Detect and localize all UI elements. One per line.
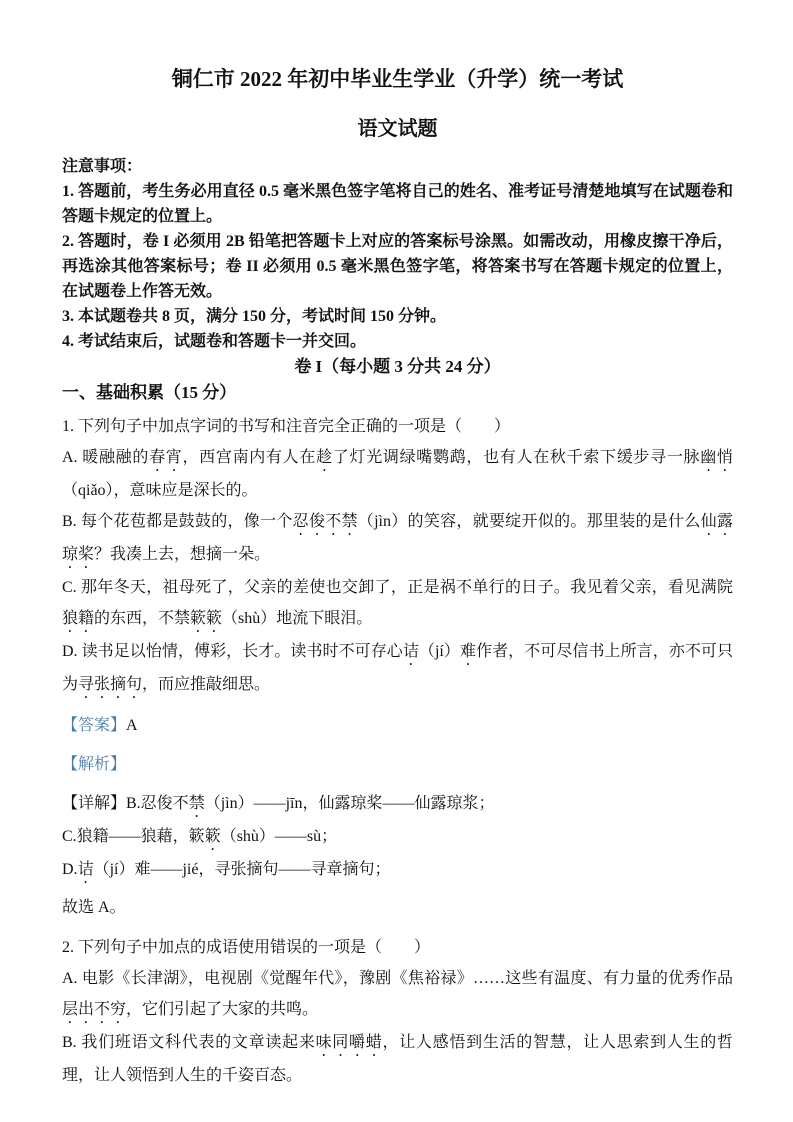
question-1-option-c xyxy=(62,572,733,636)
text-segment: ，它们引起了大家的共鸣。 xyxy=(126,1001,319,1018)
emphasized-text: 仙露琼桨 xyxy=(62,513,733,563)
notice-item-1: 1. 答题前，考生务必用直径 0.5 毫米黑色签字笔将自己的姓名、准考证号清楚地填写在试题卷和答题卡规定的位置上。 xyxy=(62,183,733,225)
answer-label: 【答案】 xyxy=(62,717,127,734)
page-title: 铜仁市 2022 年初中毕业生学业（升学）统一考试 xyxy=(171,67,624,91)
emphasized-text: 忍俊不禁 xyxy=(292,513,358,530)
text-segment: 了灯光调绿嘴鹦鹉，也有人在秋千索下缓步寻一脉 xyxy=(332,449,701,466)
emphasized-text: 难 xyxy=(459,643,477,660)
answer-line xyxy=(62,710,733,741)
notice-section xyxy=(62,154,733,354)
text-segment: （jí）难——jié，寻张摘句——寻章摘句； xyxy=(93,861,391,878)
notice-item-3: 3. 本试题卷共 8 页，满分 150 分，考试时间 150 分钟。 xyxy=(62,308,447,325)
text-segment: ？我凑上去，想摘一朵。 xyxy=(94,546,271,563)
question-2 xyxy=(62,932,733,1091)
emphasized-text: 诘 xyxy=(77,861,94,878)
emphasized-text: 层出不穷 xyxy=(62,1001,127,1018)
analysis-label: 【解析】 xyxy=(62,756,127,773)
volume-heading: 卷 I（每小题 3 分共 24 分） xyxy=(294,357,501,376)
text-segment: 作者，不可尽信书上所言，亦不可只为 xyxy=(62,643,733,693)
analysis-line xyxy=(62,749,733,780)
emphasized-text: 簌簌 xyxy=(190,610,223,627)
text-segment: ，而应推敲细思。 xyxy=(142,676,271,693)
notice-item-4: 4. 考试结束后，试题卷和答题卡一并交回。 xyxy=(62,333,367,350)
question-2-option-a xyxy=(62,963,733,1027)
text-segment: ，让人感悟到生活的智慧，让人思索到人生的哲理，让人领悟到人生的千姿百态。 xyxy=(62,1034,733,1084)
emphasized-text: 寻张摘句 xyxy=(78,676,143,693)
answer-value: A xyxy=(126,717,138,734)
part-heading: 一、基础积累（15 分） xyxy=(62,383,237,402)
emphasized-text: 春宵 xyxy=(149,449,183,466)
text-segment: （jìn）的笑容，就要绽开似的。那里装的是什么 xyxy=(357,513,701,530)
text-segment: （qiǎo），意味应是深长的。 xyxy=(62,482,258,499)
text-segment: （jí） xyxy=(418,643,460,660)
conclusion-line: 故选 A。 xyxy=(62,899,126,916)
question-1-option-d xyxy=(62,636,733,702)
text-segment: C. 那年冬天，祖母死了，父亲的差使也交卸了，正是祸不单行的日子。我见着父亲，看见满院 xyxy=(62,579,733,596)
text-segment: A. 电影《长津湖》，电视剧《觉醒年代》，豫剧《焦裕禄》……这些有温度、有力量的优秀作品 xyxy=(62,970,733,987)
text-segment: （shù）地流下眼泪。 xyxy=(222,610,373,627)
emphasized-text: 禁 xyxy=(188,795,205,812)
text-segment: ，西宫南内有人在 xyxy=(182,449,317,466)
text-segment: B. 我们班语文科代表的文章读起来 xyxy=(62,1034,316,1051)
emphasized-text: 诘 xyxy=(402,643,419,660)
text-segment: （jìn）——jīn，仙露琼桨——仙露琼浆； xyxy=(204,795,495,812)
question-1 xyxy=(62,411,733,923)
question-2-option-b xyxy=(62,1027,733,1091)
question-1-option-b xyxy=(62,506,733,572)
text-segment: C.狼籍——狼藉，簌 xyxy=(62,828,205,845)
notice-heading: 注意事项： xyxy=(62,158,143,175)
text-segment: 的东西，不禁 xyxy=(94,610,191,627)
emphasized-text: 狼籍 xyxy=(62,610,95,627)
text-segment: D. 读书足以怡情，傅彩，长才。读书时不可存心 xyxy=(62,643,403,660)
question-1-option-a xyxy=(62,442,733,506)
question-1-stem: 1. 下列句子中加点字词的书写和注音完全正确的一项是（ ） xyxy=(62,418,511,435)
emphasized-text: 味同嚼蜡 xyxy=(315,1034,383,1051)
detail-line-c xyxy=(62,821,733,854)
text-segment: A. 暖融融的 xyxy=(62,449,150,466)
question-2-stem: 2. 下列句子中加点的成语使用错误的一项是（ ） xyxy=(62,939,431,956)
text-segment: 【详解】B.忍俊不 xyxy=(62,795,189,812)
emphasized-text: 趁 xyxy=(316,449,333,466)
text-segment: B. 每个花苞都是鼓鼓的，像一个 xyxy=(62,513,293,530)
detail-line-d xyxy=(62,854,733,887)
emphasized-text: 幽悄 xyxy=(700,449,733,466)
emphasized-text: 簌 xyxy=(204,828,221,845)
text-segment: D. xyxy=(62,861,78,878)
text-segment: （shù）——sù； xyxy=(220,828,338,845)
notice-item-2: 2. 答题时，卷 I 必须用 2B 铅笔把答题卡上对应的答案标号涂黑。如需改动，用橡皮擦干净后，再选涂其他答案标号；卷 II 必须用 0.5 毫米黑色签字笔，将答案书写在答题卡规定的位置上，在试题卷上作答无效。 xyxy=(62,233,733,300)
page-subtitle: 语文试题 xyxy=(357,118,438,140)
detail-line-b xyxy=(62,788,733,821)
